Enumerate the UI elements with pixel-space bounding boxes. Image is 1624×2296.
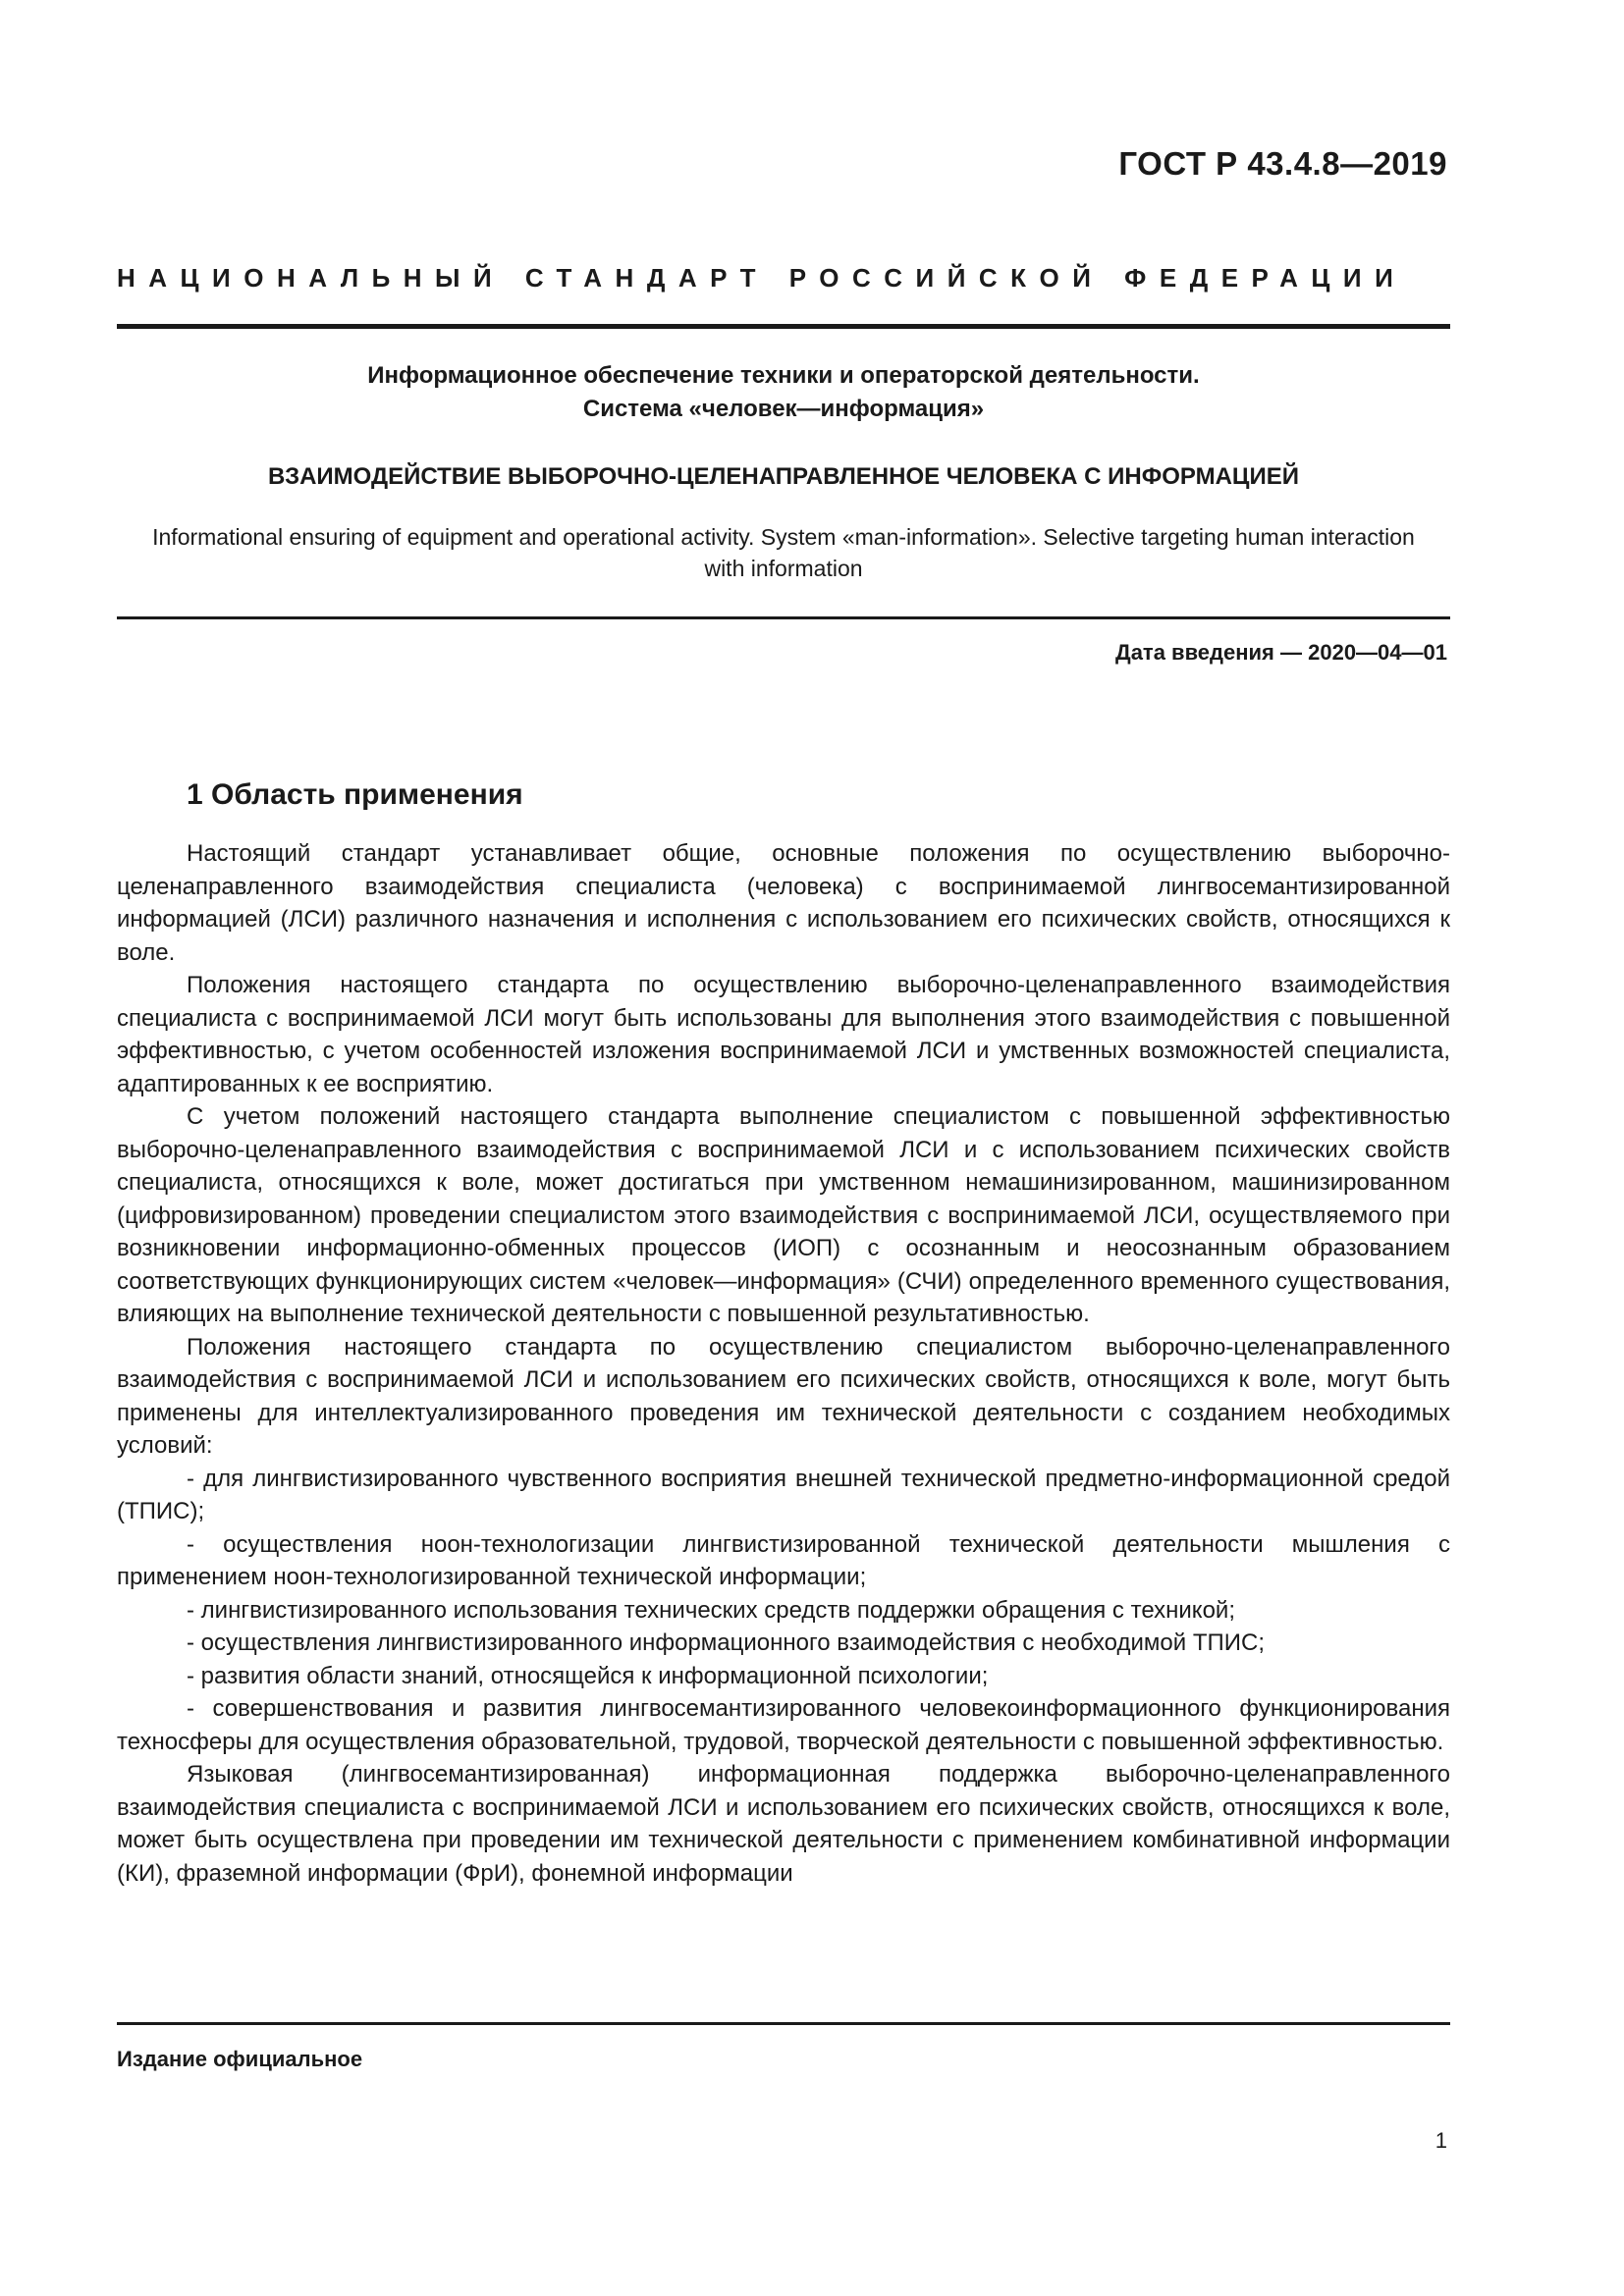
document-main-title: ВЗАИМОДЕЙСТВИЕ ВЫБОРОЧНО-ЦЕЛЕНАПРАВЛЕННОЕ ЧЕЛОВЕКА С ИНФОРМАЦИЕЙ [268,463,1299,490]
paragraph: С учетом положений настоящего стандарта выполнение специалистом с повышенной эффективностью выборочно-целенаправленного взаимодействия с воспринимаемой ЛСИ и с использованием психических свойств специалиста, относящихся к воле, может достигаться при умственном немашинизированном, машинизированном (цифровизированном) проведении специалистом этого взаимодействия с воспринимаемой ЛСИ, осуществляемого при возникновении информационно-обменных процессов (ИОП) с осознанным и неосознанным образованием соответствующих функционирующих систем «человек—информация» (СЧИ) определенного временного существования, влияющих на выполнение технической деятельности с повышенной результативностью. [117,1103,1450,1327]
list-item: - развития области знаний, относящейся к информационной психологии; [187,1662,989,1689]
paragraph: Положения настоящего стандарта по осуществлению специалистом выборочно-целенаправленного взаимодействия с воспринимаемой ЛСИ и использованием его психических свойств, относящихся к воле, могут быть применены для интеллектуализированного проведения им технической деятельности с созданием необходимых условий: [117,1333,1450,1459]
introduction-date: Дата введения — 2020—04—01 [1115,640,1447,665]
list-item: - лингвистизированного использования технических средств поддержки обращения с техникой; [187,1596,1235,1624]
paragraph: Положения настоящего стандарта по осуществлению выборочно-целенаправленного взаимодействия специалиста с воспринимаемой ЛСИ могут быть использованы для выполнения этого взаимодействия с повышенной эффективностью, с учетом особенностей изложения воспринимаемой ЛСИ и умственных возможностей специалиста, адаптированных к ее восприятию. [117,972,1450,1097]
paragraph: Настоящий стандарт устанавливает общие, основные положения по осуществлению выборочно-целенаправленного взаимодействия специалиста (человека) с воспринимаемой лингвосемантизированной информацией (ЛСИ) различного назначения и исполнения с использованием его психических свойств, относящихся к воле. [117,840,1450,966]
title-line-2: Система «человек—информация» [582,396,985,422]
footer-divider [117,2022,1450,2025]
section-body [117,837,1450,1890]
section-heading: 1 Область применения [187,778,523,811]
divider [117,324,1450,329]
paragraph: Языковая (лингвосемантизированная) информационная поддержка выборочно-целенаправленного взаимодействия специалиста с воспринимаемой ЛСИ и использованием его психических свойств, относящихся к воле, может быть осуществлена при проведении им технической деятельности с применением комбинативной информации (КИ), фраземной информации (ФрИ), фонемной информации [117,1761,1450,1887]
title-line-1: Информационное обеспечение техники и операторской деятельности. [367,362,1200,389]
list-item: - осуществления ноон-технологизации лингвистизированной технической деятельности мышления с применением ноон-технологизированной технической информации; [117,1530,1450,1590]
list-item: - для лингвистизированного чувственного восприятия внешней технической предметно-информационной средой (ТПИС); [117,1465,1450,1524]
edition-label: Издание официальное [117,2047,363,2071]
standard-banner: НАЦИОНАЛЬНЫЙ СТАНДАРТ РОССИЙСКОЙ ФЕДЕРАЦИИ [117,263,1407,293]
list-item: - совершенствования и развития лингвосемантизированного человекоинформационного функционирования техносферы для осуществления образовательной, трудовой, творческой деятельности с повышенной эффективностью. [117,1695,1450,1755]
document-title-english [117,521,1450,584]
list-item: - осуществления лингвистизированного информационного взаимодействия с необходимой ТПИС; [187,1629,1265,1656]
document-title-russian [117,359,1450,426]
title-english-text: Informational ensuring of equipment and operational activity. System «man-information». Selective targeting human interaction with information [152,524,1415,581]
document-number: ГОСТ Р 43.4.8—2019 [1118,145,1447,182]
divider [117,616,1450,619]
page-number: 1 [1435,2128,1447,2153]
